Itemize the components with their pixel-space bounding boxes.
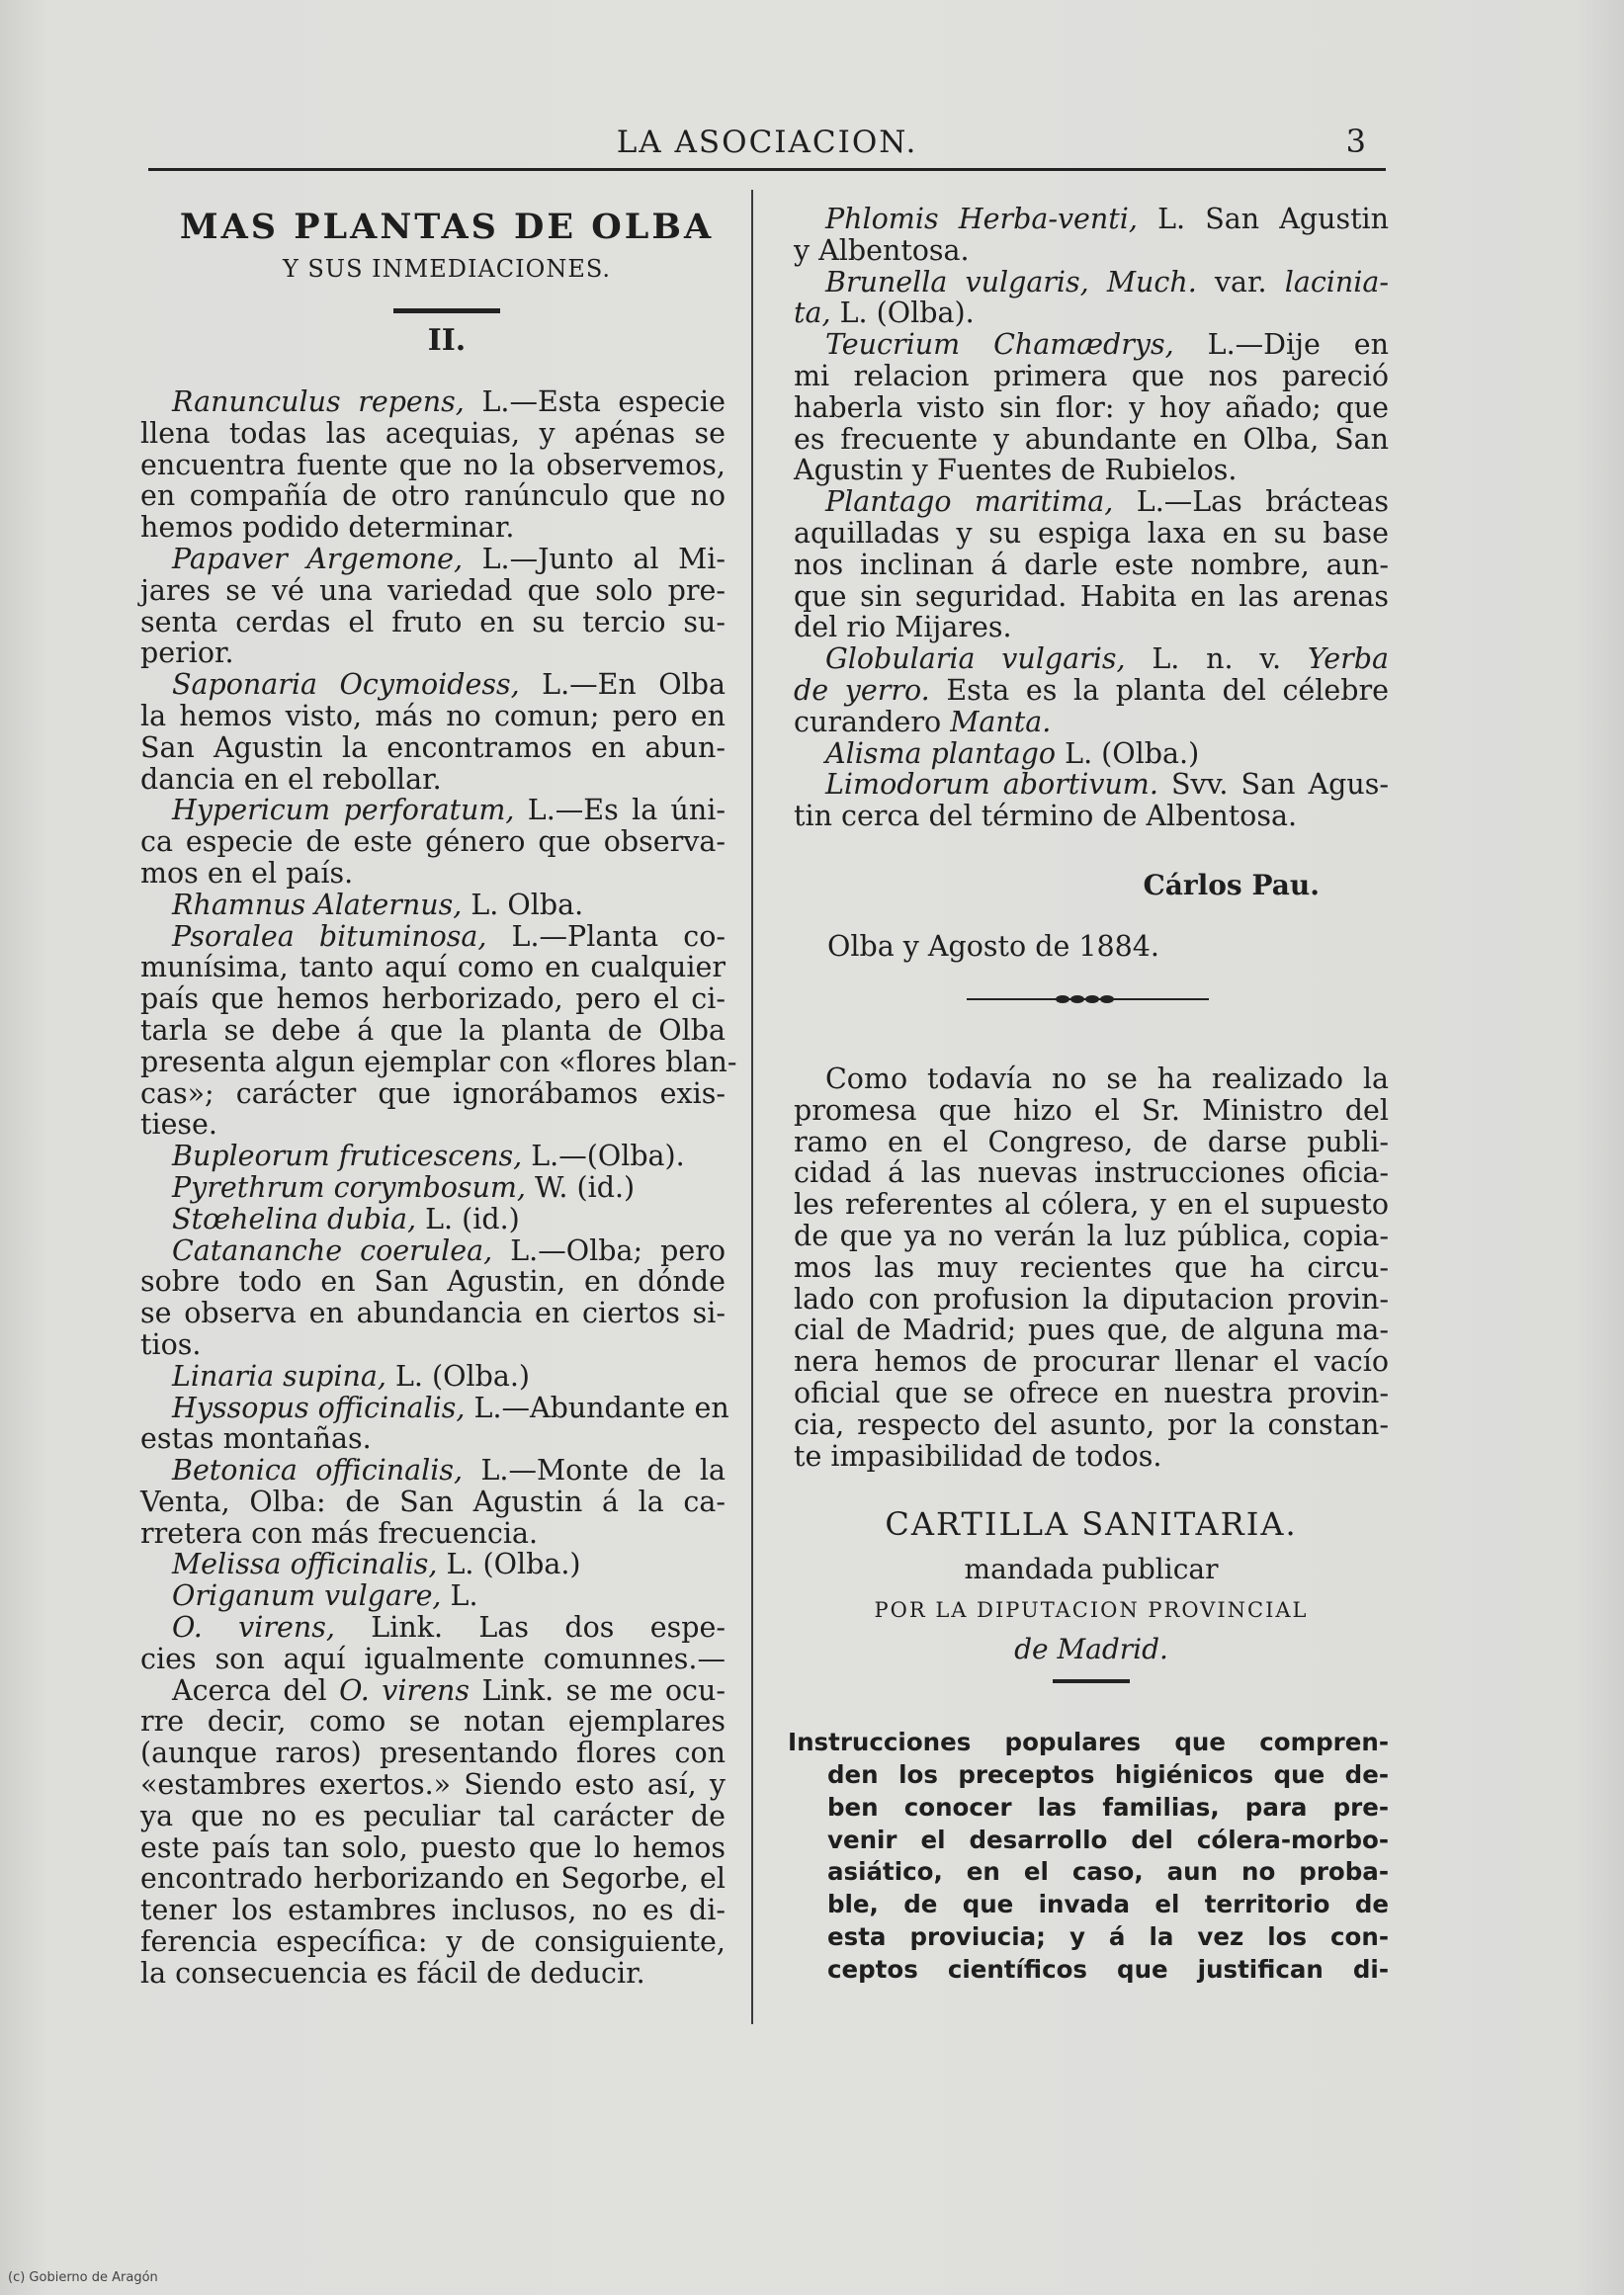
line-text: rretera con más frecuencia. (140, 1516, 539, 1550)
text-line (794, 707, 1389, 738)
text-line (794, 1284, 1389, 1316)
species-name: Limodorum abortivum. (825, 768, 1158, 802)
line-text: L.—Olba; pero (492, 1233, 726, 1267)
article-body-left (140, 385, 737, 1990)
text-line (794, 329, 1389, 361)
text-line (140, 1045, 737, 1078)
line-text: te impasibilidad de todos. (794, 1439, 1162, 1473)
text-line (140, 1455, 726, 1487)
ornamental-divider (794, 984, 1389, 1014)
cartilla-subtitle: mandada publicar (964, 1553, 1219, 1586)
line-text: L.—(Olba). (522, 1140, 685, 1173)
column-divider (751, 190, 753, 2024)
species-name: Melissa officinalis, (172, 1548, 438, 1581)
line-text: nera hemos de procurar llenar el vacío (794, 1345, 1389, 1379)
text-line (140, 1109, 726, 1141)
text-line (140, 1958, 726, 1990)
text-line (794, 361, 1389, 392)
line-text: tener los estambres inclusos, no es di- (140, 1894, 726, 1927)
line-text: que sin seguridad. Habita en las arenas (794, 579, 1389, 613)
text-line (794, 1063, 1389, 1095)
line-text: munísima, tanto aquí como en cualquier (140, 951, 726, 984)
species-name: Plantago maritima, (825, 485, 1114, 519)
dateline: Olba y Agosto de 1884. (827, 929, 1159, 963)
text-line (140, 1832, 726, 1864)
text-line (794, 486, 1389, 518)
text-line (140, 1361, 726, 1393)
line-text: cial de Madrid; pues que, de alguna ma- (794, 1314, 1389, 1347)
line-text: Como todavía no se ha realizado la (825, 1062, 1389, 1095)
line-text: L.—En Olba (519, 668, 726, 702)
title-rule (393, 308, 500, 313)
line-text: San Agustin la encontramos en abun- (140, 730, 726, 764)
species-name: Psoralea bituminosa, (172, 919, 487, 953)
left-column (140, 204, 737, 1990)
species-name: de yerro. (794, 673, 930, 707)
line-text: es frecuente y abundante en Olba, San (794, 422, 1389, 456)
page-number: 3 (1345, 123, 1366, 160)
article-body-right (794, 204, 1389, 832)
cartilla-intro-line: esta proviucia; y á la vez los con- (827, 1922, 1389, 1952)
text-line (140, 1391, 729, 1424)
line-text: promesa que hizo el Sr. Ministro del (794, 1093, 1389, 1127)
line-text: L.—Monte de la (463, 1454, 726, 1488)
line-text: mos en el país. (140, 856, 354, 890)
text-line (140, 1895, 726, 1926)
text-line (794, 1221, 1389, 1252)
species-name: ta, (794, 297, 831, 330)
line-text: país que hemos herborizado, pero el ci- (140, 982, 726, 1016)
text-line (794, 581, 1389, 613)
text-line (140, 1518, 726, 1550)
line-text: presenta algun ejemplar con «flores blan- (140, 1045, 737, 1078)
text-line (140, 1926, 726, 1958)
text-line (140, 1580, 726, 1612)
text-line (794, 518, 1389, 550)
line-text: de que ya no verán la luz pública, copia- (794, 1219, 1389, 1252)
line-text: Esta es la planta del célebre (929, 673, 1389, 707)
text-line (794, 1346, 1389, 1378)
species-name: Stœhelina dubia, (172, 1202, 417, 1235)
text-line (140, 512, 726, 544)
cartilla-intro-line: ceptos científicos que justifican di- (827, 1954, 1389, 1984)
line-text: nos inclinan á darle este nombre, aun- (794, 548, 1389, 581)
text-line (794, 1189, 1389, 1221)
text-line (140, 1612, 726, 1644)
line-text: la consecuencia es fácil de deducir. (140, 1956, 645, 1990)
page-header (148, 117, 1386, 171)
line-text: oficial que se ofrece en nuestra provin- (794, 1376, 1389, 1409)
line-text: ya que no es peculiar tal carácter de (140, 1799, 726, 1832)
species-name: lacinia- (1284, 265, 1389, 298)
line-text: Acerca del (172, 1673, 340, 1707)
text-line (140, 732, 726, 764)
species-name: Betonica officinalis, (172, 1454, 464, 1488)
cartilla-intro-line: den los preceptos higiénicos que de- (827, 1760, 1389, 1790)
text-line (794, 1252, 1389, 1284)
cartilla-place: de Madrid. (1014, 1633, 1168, 1666)
line-text: estas montañas. (140, 1422, 372, 1456)
line-text: ramo en el Congreso, de darse publi- (794, 1125, 1389, 1158)
cartilla-intro (788, 1727, 1389, 1986)
line-text: encontrado herborizando en Segorbe, el (140, 1862, 726, 1896)
species-name: Phlomis Herba-venti, (825, 203, 1138, 235)
line-text: Link. Las dos espe- (334, 1611, 727, 1645)
text-line (140, 607, 726, 638)
species-name: Pyrethrum corymbosum, (172, 1170, 526, 1204)
line-text: L.—Es la úni- (514, 794, 726, 827)
text-line (140, 1015, 726, 1047)
line-text: jares se vé una variedad que solo pre- (140, 573, 726, 607)
line-text: mi relacion primera que nos pareció (794, 359, 1389, 392)
line-text: L.—Dije en (1173, 328, 1389, 362)
text-line (140, 1487, 726, 1518)
species-name: Papaver Argemone, (172, 542, 464, 575)
text-line (140, 701, 726, 732)
cartilla-issuer: POR LA DIPUTACION PROVINCIAL (874, 1598, 1309, 1623)
line-text: dancia en el rebollar. (140, 762, 442, 796)
species-name: O. virens, (172, 1611, 335, 1645)
text-line (140, 669, 726, 701)
line-text: llena todas las acequias, y apénas se (140, 416, 726, 450)
line-text: haberla visto sin flor: y hoy añado; que (794, 390, 1389, 424)
line-text: var. (1196, 265, 1285, 298)
line-text: aquilladas y su espiga laxa en su base (794, 516, 1389, 550)
text-line (140, 952, 726, 983)
text-line (140, 1235, 726, 1267)
text-line (140, 1172, 726, 1204)
text-line (140, 858, 726, 890)
text-line (794, 1441, 1389, 1473)
article-title: MAS PLANTAS DE OLBA (179, 207, 715, 247)
species-name: Ranunculus repens, (172, 385, 465, 418)
text-line (794, 1378, 1389, 1409)
line-text: L. San Agustin (1137, 203, 1389, 235)
text-line (140, 1801, 726, 1832)
text-line (140, 1675, 726, 1707)
line-text: se observa en abundancia en ciertos si- (140, 1297, 726, 1330)
text-line (140, 418, 726, 450)
notice-paragraph (794, 1063, 1389, 1472)
line-text: les referentes al cólera, y en el supuesto (794, 1188, 1389, 1222)
line-text: Svv. San Agus- (1157, 768, 1389, 802)
text-line (140, 575, 726, 607)
line-text: L.—Planta co- (486, 919, 727, 953)
species-name: Hyssopus officinalis, (172, 1391, 466, 1424)
text-line (140, 795, 726, 826)
text-line (140, 1266, 726, 1298)
text-line (140, 1644, 726, 1675)
text-line (794, 769, 1389, 801)
line-text: del rio Mijares. (794, 611, 1012, 644)
right-column (788, 203, 1389, 1987)
text-line (140, 1298, 726, 1329)
line-text: cas»; carácter que ignorábamos exis- (140, 1076, 726, 1110)
text-line (140, 921, 726, 953)
text-line (140, 1863, 726, 1895)
line-text: lado con profusion la diputacion provin- (794, 1282, 1389, 1316)
text-line (140, 1141, 726, 1172)
line-text: en compañía de otro ranúnculo que no (140, 479, 726, 513)
species-name: Manta. (950, 705, 1052, 738)
line-text: la hemos visto, más no comun; pero en (140, 699, 726, 732)
text-line (140, 1078, 726, 1110)
text-line (794, 298, 1389, 329)
species-name: Rhamnus Alaternus, (172, 888, 463, 921)
species-name: Hypericum perforatum, (172, 794, 515, 827)
line-text: «estambres exertos.» Siendo esto así, y (140, 1768, 726, 1802)
line-text: L. (Olba.) (385, 1359, 531, 1393)
line-text: mos las muy recientes que ha circu- (794, 1250, 1389, 1284)
cartilla-title: CARTILLA SANITARIA. (885, 1505, 1298, 1544)
text-line (794, 1127, 1389, 1158)
species-name: Saponaria Ocymoidess, (172, 668, 520, 702)
line-text: curandero (794, 705, 951, 738)
line-text: Agustin y Fuentes de Rubielos. (794, 454, 1238, 487)
line-text: L.—Abundante en (465, 1391, 729, 1424)
cartilla-rule (1053, 1679, 1130, 1683)
text-line (140, 1423, 726, 1455)
line-text: y Albentosa. (794, 233, 970, 267)
species-name: Linaria supina, (172, 1359, 386, 1393)
cartilla-intro-line: ben conocer las familias, para pre- (827, 1792, 1389, 1822)
text-line (794, 643, 1389, 675)
section-number: II. (427, 323, 467, 358)
line-text: cies son aquí igualmente comunnes.— (140, 1642, 726, 1675)
line-text: L. (Olba). (830, 297, 975, 330)
line-text: Link. se me ocu- (470, 1673, 726, 1707)
text-line (794, 738, 1389, 770)
line-text: rre decir, como se notan ejemplares (140, 1705, 726, 1739)
text-line (140, 890, 726, 921)
line-text: tiese. (140, 1108, 217, 1142)
line-text: sobre todo en San Agustin, en dónde (140, 1265, 726, 1299)
line-text: L. (id.) (416, 1202, 520, 1235)
text-line (794, 392, 1389, 424)
cartilla-intro-line: venir el desarrollo del cólera-morbo- (827, 1825, 1389, 1854)
line-text: este país tan solo, puesto que lo hemos (140, 1830, 726, 1864)
species-name: Yerba (1307, 642, 1389, 676)
text-line (140, 1204, 726, 1235)
line-text: hemos podido determinar. (140, 511, 515, 545)
line-text: ca especie de este género que observa- (140, 825, 726, 859)
text-line (140, 480, 726, 512)
line-text: W. (id.) (525, 1170, 636, 1204)
text-line (794, 550, 1389, 581)
species-name: Globularia vulgaris, (825, 642, 1126, 676)
line-text: cia, respecto del asunto, por la constan- (794, 1407, 1389, 1441)
text-line (794, 1315, 1389, 1346)
text-line (140, 544, 726, 575)
text-line (794, 801, 1389, 832)
line-text: Venta, Olba: de San Agustin á la ca- (140, 1485, 726, 1518)
text-line (794, 455, 1389, 486)
text-line (140, 386, 726, 418)
text-line (794, 235, 1389, 267)
text-line (140, 1549, 726, 1580)
text-line (794, 267, 1389, 298)
line-text: tin cerca del término de Albentosa. (794, 800, 1298, 833)
text-line (140, 1706, 726, 1738)
line-text: L.—Esta especie (464, 385, 726, 418)
line-text: L.—Junto al Mi- (463, 542, 726, 575)
species-name: Origanum vulgare, (172, 1579, 442, 1613)
line-text: ferencia específica: y de consiguiente, (140, 1925, 726, 1959)
line-text: perior. (140, 637, 234, 670)
cartilla-intro-line: Instrucciones populares que compren- (788, 1728, 1389, 1757)
line-text: L. (441, 1579, 478, 1613)
author-signature: Cárlos Pau. (1143, 868, 1320, 901)
species-name: O. virens (339, 1673, 470, 1707)
text-line (794, 612, 1389, 643)
species-name: Catananche coerulea, (172, 1233, 493, 1267)
text-line (140, 826, 726, 858)
species-name: Alisma plantago (825, 736, 1057, 770)
line-text: L. n. v. (1125, 642, 1308, 676)
line-text: encuentra fuente que no la observemos, (140, 448, 726, 481)
running-title: LA ASOCIACION. (616, 125, 918, 160)
text-line (794, 1409, 1389, 1441)
article-subtitle: Y SUS INMEDIACIONES. (282, 255, 612, 283)
text-line (140, 983, 726, 1015)
text-line (794, 424, 1389, 456)
text-line (794, 204, 1389, 235)
line-text: L. (Olba.) (1056, 736, 1200, 770)
line-text: cidad á las nuevas instrucciones oficia- (794, 1156, 1389, 1190)
text-line (140, 1769, 726, 1801)
text-line (140, 1329, 726, 1361)
species-name: Bupleorum fruticescens, (172, 1140, 523, 1173)
text-line (140, 638, 726, 669)
text-line (140, 450, 726, 481)
text-line (140, 1738, 726, 1769)
copyright-watermark: (c) Gobierno de Aragón (8, 2270, 158, 2285)
text-line (794, 675, 1389, 707)
line-text: L. Olba. (462, 888, 584, 921)
text-line (140, 764, 726, 796)
line-text: (aunque raros) presentando flores con (140, 1737, 726, 1770)
species-name: Brunella vulgaris, Much. (825, 265, 1197, 298)
cartilla-intro-line: asiático, en el caso, aun no proba- (827, 1857, 1389, 1887)
line-text: L. (Olba.) (437, 1548, 581, 1581)
text-line (794, 1157, 1389, 1189)
line-text: L.—Las brácteas (1113, 485, 1389, 519)
cartilla-intro-line: ble, de que invada el territorio de (827, 1890, 1389, 1919)
line-text: tarla se debe á que la planta de Olba (140, 1013, 726, 1047)
line-text: senta cerdas el fruto en su tercio su- (140, 605, 726, 638)
line-text: tios. (140, 1327, 202, 1361)
species-name: Teucrium Chamædrys, (825, 328, 1174, 362)
text-line (794, 1095, 1389, 1127)
